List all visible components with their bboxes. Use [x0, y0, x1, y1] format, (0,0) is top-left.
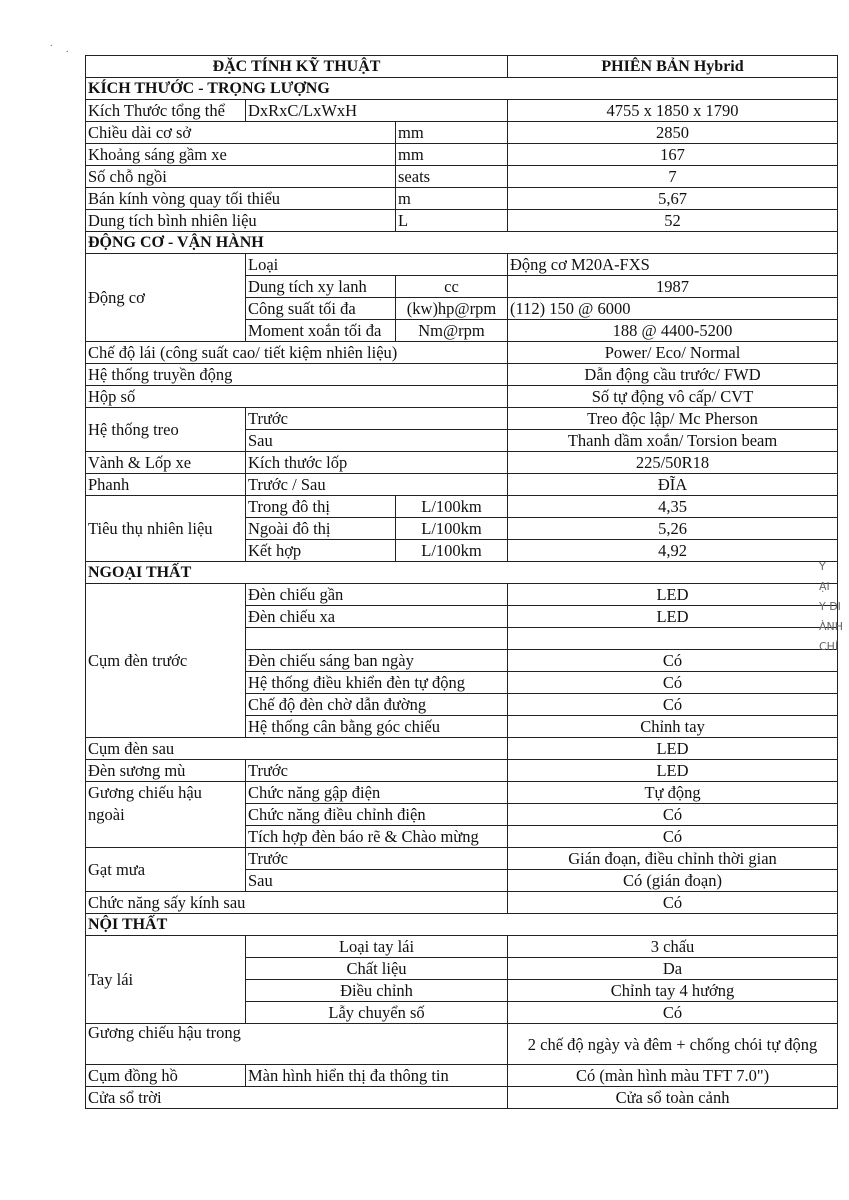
table-row: [86, 210, 838, 232]
table-row: [86, 892, 838, 914]
row-label: Kết hợp: [246, 540, 396, 562]
row-label: Khoảng sáng gầm xe: [86, 144, 396, 166]
table-row: [86, 496, 838, 518]
table-row: [86, 584, 838, 606]
row-value: Tự động: [508, 782, 838, 804]
table-row: [86, 166, 838, 188]
section-row: [86, 232, 838, 254]
row-label: Trong đô thị: [246, 496, 396, 518]
row-label: Đèn chiếu sáng ban ngày: [246, 650, 508, 672]
row-unit: L/100km: [396, 540, 508, 562]
row-value: 1987: [508, 276, 838, 298]
row-value: Da: [508, 958, 838, 980]
row-value: (112) 150 @ 6000: [508, 298, 838, 320]
table-row: [86, 826, 838, 848]
group-label: ngoài: [86, 804, 246, 826]
row-label: Cụm đèn sau: [86, 738, 508, 760]
table-row: [86, 386, 838, 408]
row-value: 3 chấu: [508, 936, 838, 958]
row-label: Đèn chiếu xa: [246, 606, 508, 628]
row-label: Chức năng gập điện: [246, 782, 508, 804]
row-label: Hệ thống truyền động: [86, 364, 508, 386]
row-value: Có: [508, 694, 838, 716]
row-label: Kích Thước tổng thể: [86, 100, 246, 122]
row-value: 2850: [508, 122, 838, 144]
row-unit: (kw)hp@rpm: [396, 298, 508, 320]
table-row: [86, 760, 838, 782]
group-label: Gương chiếu hậu: [86, 782, 246, 804]
group-label: Đèn sương mù: [86, 760, 246, 782]
empty-cell: [246, 628, 508, 650]
row-value: 4,92: [508, 540, 838, 562]
table-row: [86, 1065, 838, 1087]
row-value: Có: [508, 826, 838, 848]
group-label: Động cơ: [86, 254, 246, 342]
row-unit: mm: [396, 122, 508, 144]
row-value: Có (màn hình màu TFT 7.0"): [508, 1065, 838, 1087]
row-value: Dẫn động cầu trước/ FWD: [508, 364, 838, 386]
row-value: Có: [508, 892, 838, 914]
row-value: Gián đoạn, điều chỉnh thời gian: [508, 848, 838, 870]
section-row: [86, 78, 838, 100]
row-label: Trước: [246, 408, 508, 430]
row-label: Công suất tối đa: [246, 298, 396, 320]
row-label: Hệ thống cân bằng góc chiếu: [246, 716, 508, 738]
row-label: Kích thước lốp: [246, 452, 508, 474]
header-version: PHIÊN BẢN Hybrid: [508, 56, 838, 78]
table-row: [86, 452, 838, 474]
spec-table: [85, 55, 838, 1109]
row-label: Điều chỉnh: [246, 980, 508, 1002]
table-row: [86, 100, 838, 122]
row-unit: seats: [396, 166, 508, 188]
row-value: 188 @ 4400-5200: [508, 320, 838, 342]
empty-cell: [508, 628, 838, 650]
stamp-text: CHÍ: [819, 640, 839, 653]
row-label: Lẫy chuyển số: [246, 1002, 508, 1024]
row-value: Thanh dầm xoắn/ Torsion beam: [508, 430, 838, 452]
row-label: Loại: [246, 254, 508, 276]
row-unit: m: [396, 188, 508, 210]
row-value: 7: [508, 166, 838, 188]
row-value: LED: [508, 760, 838, 782]
row-label: Loại tay lái: [246, 936, 508, 958]
stamp-text: ẠI: [819, 580, 830, 593]
row-value: LED: [508, 738, 838, 760]
section-exterior: NGOẠI THẤT: [86, 562, 838, 584]
row-label: Trước / Sau: [246, 474, 508, 496]
row-value: 5,67: [508, 188, 838, 210]
empty-cell: [86, 826, 246, 848]
section-dims: KÍCH THƯỚC - TRỌNG LƯỢNG: [86, 78, 838, 100]
row-label: Gương chiếu hậu trong: [86, 1024, 508, 1065]
stamp-text: ÀNH: [819, 620, 844, 633]
row-value: Có: [508, 804, 838, 826]
row-label: Sau: [246, 870, 508, 892]
row-unit: L: [396, 210, 508, 232]
group-label: Cụm đồng hồ: [86, 1065, 246, 1087]
table-row: [86, 804, 838, 826]
row-value: Chỉnh tay: [508, 716, 838, 738]
row-value: Có (gián đoạn): [508, 870, 838, 892]
row-label: Đèn chiếu gần: [246, 584, 508, 606]
row-label: Ngoài đô thị: [246, 518, 396, 540]
table-row: [86, 408, 838, 430]
row-label: Chế độ lái (công suất cao/ tiết kiệm nhiên liệu): [86, 342, 508, 364]
table-row: [86, 364, 838, 386]
row-value: 2 chế độ ngày và đêm + chống chói tự động: [508, 1024, 838, 1065]
row-value: LED: [508, 584, 838, 606]
stamp-fragment: [819, 560, 849, 720]
group-label: Phanh: [86, 474, 246, 496]
table-row: [86, 848, 838, 870]
row-value: Cửa sổ toàn cảnh: [508, 1087, 838, 1109]
group-label: Cụm đèn trước: [86, 584, 246, 738]
group-label: Vành & Lốp xe: [86, 452, 246, 474]
group-label: Gạt mưa: [86, 848, 246, 892]
row-value: ĐĨA: [508, 474, 838, 496]
row-label: Số chỗ ngồi: [86, 166, 396, 188]
table-row: [86, 144, 838, 166]
row-label: Trước: [246, 760, 508, 782]
row-unit: Nm@rpm: [396, 320, 508, 342]
row-value: 225/50R18: [508, 452, 838, 474]
row-value: 4755 x 1850 x 1790: [508, 100, 838, 122]
row-label: Bán kính vòng quay tối thiểu: [86, 188, 396, 210]
row-label: Màn hình hiển thị đa thông tin: [246, 1065, 508, 1087]
row-unit: DxRxC/LxWxH: [246, 100, 508, 122]
row-value: Có: [508, 1002, 838, 1024]
row-value: 167: [508, 144, 838, 166]
row-unit: cc: [396, 276, 508, 298]
scan-mark: .: [50, 38, 53, 49]
scan-mark: .: [66, 44, 69, 55]
row-value: Treo độc lập/ Mc Pherson: [508, 408, 838, 430]
row-label: Dung tích bình nhiên liệu: [86, 210, 396, 232]
row-value: LED: [508, 606, 838, 628]
row-label: Hệ thống điều khiển đèn tự động: [246, 672, 508, 694]
row-label: Chức năng điều chỉnh điện: [246, 804, 508, 826]
row-label: Cửa sổ trời: [86, 1087, 508, 1109]
row-label: Chất liệu: [246, 958, 508, 980]
row-label: Trước: [246, 848, 508, 870]
table-row: [86, 254, 838, 276]
row-value: Power/ Eco/ Normal: [508, 342, 838, 364]
stamp-text: Y DI: [819, 600, 841, 613]
stamp-text: Y: [819, 560, 826, 573]
row-label: Chức năng sấy kính sau: [86, 892, 508, 914]
row-label: Chiều dài cơ sở: [86, 122, 396, 144]
table-row: [86, 1024, 838, 1065]
row-label: Hộp số: [86, 386, 508, 408]
table-row: [86, 122, 838, 144]
row-value: 5,26: [508, 518, 838, 540]
table-row: [86, 342, 838, 364]
row-unit: L/100km: [396, 518, 508, 540]
section-row: [86, 914, 838, 936]
table-row: [86, 738, 838, 760]
row-label: Tích hợp đèn báo rẽ & Chào mừng: [246, 826, 508, 848]
table-header-row: [86, 56, 838, 78]
section-interior: NỘI THẤT: [86, 914, 838, 936]
row-label: Dung tích xy lanh: [246, 276, 396, 298]
row-value: Có: [508, 650, 838, 672]
table-row: [86, 474, 838, 496]
group-label: Tiêu thụ nhiên liệu: [86, 496, 246, 562]
row-value: Động cơ M20A-FXS: [508, 254, 838, 276]
row-label: Moment xoắn tối đa: [246, 320, 396, 342]
row-unit: mm: [396, 144, 508, 166]
group-label: Tay lái: [86, 936, 246, 1024]
row-value: Chỉnh tay 4 hướng: [508, 980, 838, 1002]
table-row: [86, 188, 838, 210]
row-value: 4,35: [508, 496, 838, 518]
row-label: Chế độ đèn chờ dẫn đường: [246, 694, 508, 716]
section-engine: ĐỘNG CƠ - VẬN HÀNH: [86, 232, 838, 254]
table-row: [86, 782, 838, 804]
header-spec: ĐẶC TÍNH KỸ THUẬT: [86, 56, 508, 78]
table-row: [86, 936, 838, 958]
row-unit: L/100km: [396, 496, 508, 518]
row-value: 52: [508, 210, 838, 232]
group-label: Hệ thống treo: [86, 408, 246, 452]
section-row: [86, 562, 838, 584]
row-label: Sau: [246, 430, 508, 452]
row-value: Có: [508, 672, 838, 694]
table-row: [86, 1087, 838, 1109]
row-value: Số tự động vô cấp/ CVT: [508, 386, 838, 408]
